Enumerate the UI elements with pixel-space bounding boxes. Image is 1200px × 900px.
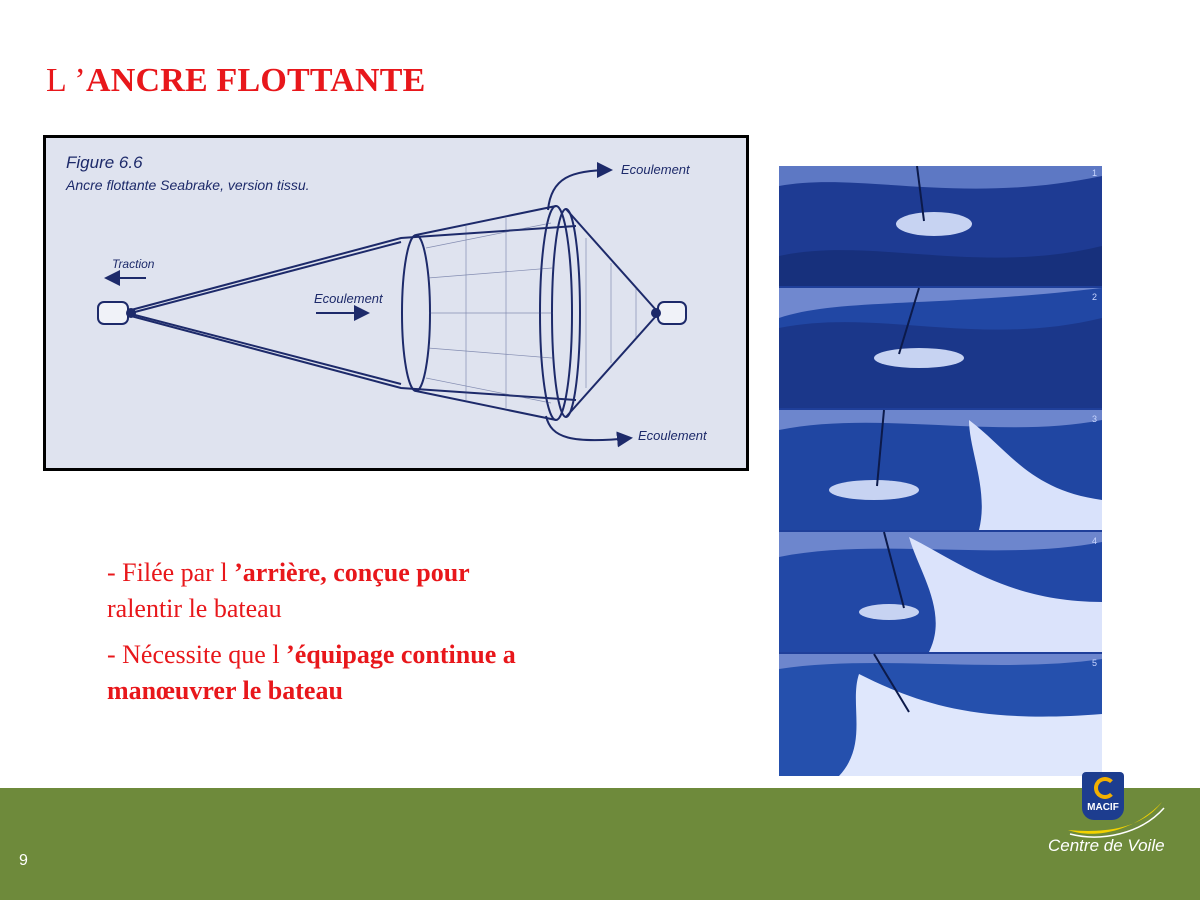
photo-sequence xyxy=(779,166,1102,776)
photo-frame xyxy=(779,166,1102,286)
photo-frame xyxy=(779,654,1102,776)
label-flow-top: Ecoulement xyxy=(621,162,690,177)
slide-title xyxy=(46,62,426,100)
flow-top-arrow xyxy=(548,170,611,210)
photo-frame xyxy=(779,288,1102,408)
drogue-mesh xyxy=(426,218,636,408)
bullet-item xyxy=(107,637,667,709)
bullet-1-bold: ’arrière, conçue pour xyxy=(234,558,470,587)
bullet-item xyxy=(107,555,667,627)
photo-frame xyxy=(779,532,1102,652)
frame-number: 1 xyxy=(1092,168,1098,178)
frame-number: 3 xyxy=(1092,414,1098,424)
bullet-2-bold-continued: manœuvrer le bateau xyxy=(107,676,343,705)
macif-logo xyxy=(1044,772,1180,864)
label-flow-center: Ecoulement xyxy=(314,291,383,306)
logo-badge-text: MACIF xyxy=(1087,802,1119,813)
page-number: 9 xyxy=(19,852,28,869)
title-prefix: L ’ xyxy=(46,62,86,99)
bullet-1-prefix: - Filée par l xyxy=(107,558,235,587)
footer-bar xyxy=(0,788,1200,900)
bullet-2-prefix: - Nécessite que l xyxy=(107,640,287,669)
logo-ring-icon xyxy=(1094,777,1116,799)
figure-caption-number: Figure 6.6 xyxy=(66,153,143,172)
figure-caption-title: Ancre flottante Seabrake, version tissu. xyxy=(66,177,310,193)
title-main: ANCRE FLOTTANTE xyxy=(85,62,426,99)
bullet-2-bold: ’équipage continue a xyxy=(286,640,516,669)
bullet-list xyxy=(107,555,667,719)
label-flow-bottom: Ecoulement xyxy=(638,428,707,443)
label-traction: Traction xyxy=(112,257,155,271)
photo-sequence-drawing xyxy=(779,166,1102,776)
frame-number: 5 xyxy=(1092,658,1098,668)
logo-text: Centre de Voile xyxy=(1048,836,1165,855)
bullet-1-rest: ralentir le bateau xyxy=(107,594,282,623)
shackle-left xyxy=(98,302,136,324)
drogue-diagram xyxy=(43,135,749,471)
frame-number: 4 xyxy=(1092,536,1098,546)
frame-number: 2 xyxy=(1092,292,1098,302)
shackle-right xyxy=(651,302,686,324)
sail-swoosh-icon xyxy=(1066,800,1166,840)
drogue-drawing xyxy=(46,138,746,468)
photo-frame xyxy=(779,410,1102,530)
